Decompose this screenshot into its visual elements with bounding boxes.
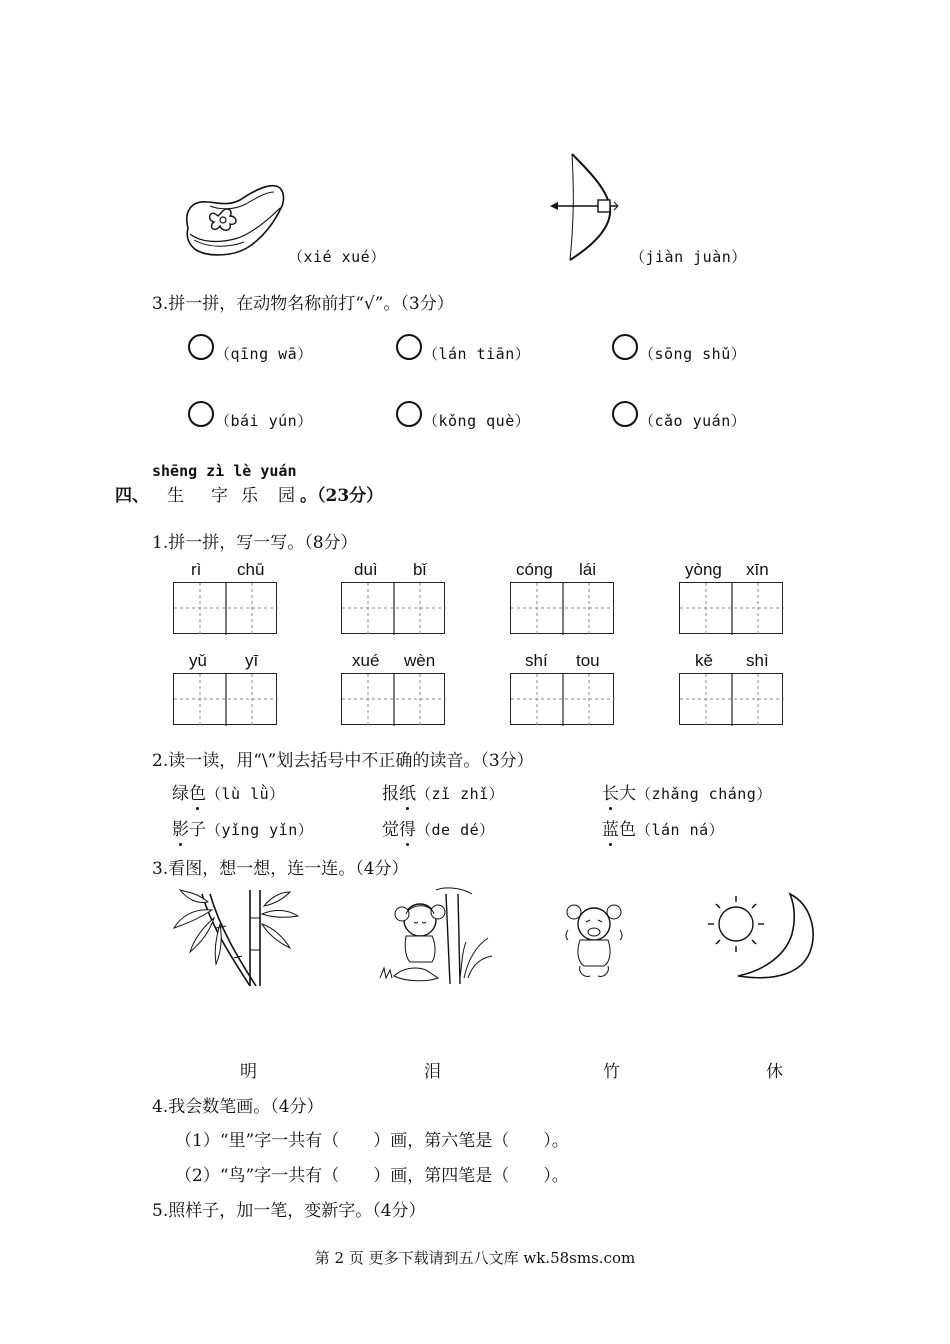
writing-grid[interactable]	[679, 673, 783, 725]
dotted-char: 得	[399, 815, 416, 840]
grid-pinyin: kě	[695, 651, 713, 670]
grid-pinyin: duì	[354, 560, 378, 579]
option-label: （lán tiān）	[423, 345, 531, 363]
word-item	[172, 815, 313, 840]
writing-grid[interactable]	[173, 673, 277, 725]
grid-pinyin: yòng	[685, 560, 722, 579]
question-4-3-title: 3.看图，想一想，连一连。（4分）	[152, 859, 409, 879]
word-char: 子	[189, 820, 206, 840]
dotted-char: 蓝	[602, 815, 619, 840]
section-4-char: 园	[278, 486, 295, 506]
grid-pinyin: xué	[352, 651, 380, 670]
stroke-question-2: （2）“鸟”字一共有（ ）画，第四笔是（ ）。	[175, 1166, 569, 1186]
word-item	[602, 779, 772, 804]
writing-grid[interactable]	[510, 582, 614, 634]
grid-pinyin: yǔ	[189, 651, 207, 670]
answer-circle[interactable]	[396, 334, 422, 360]
section-4-char: 乐	[241, 486, 258, 506]
match-word[interactable]: 休	[766, 1062, 783, 1082]
writing-grid[interactable]	[679, 582, 783, 634]
section-4-pinyin: shēng zì lè yuán	[152, 462, 297, 480]
question-4-2-title: 2.读一读，用“\”划去括号中不正确的读音。（3分）	[152, 751, 534, 771]
shoe-illustration	[180, 178, 290, 263]
word-item	[382, 779, 504, 804]
shoe-pinyin: （xié xué）	[288, 248, 386, 266]
section-4-number: 四、	[115, 486, 149, 506]
match-word[interactable]: 竹	[603, 1062, 620, 1082]
bow-illustration	[548, 150, 620, 264]
option-label: （bái yún）	[215, 412, 313, 430]
sun-moon-illustration	[706, 890, 818, 986]
word-pinyin-options: （lán ná）	[636, 821, 725, 839]
option-label: （cǎo yuán）	[639, 412, 747, 430]
dotted-char: 影	[172, 815, 189, 840]
writing-grid[interactable]	[341, 582, 445, 634]
word-pinyin-options: （de dé）	[416, 821, 495, 839]
answer-circle[interactable]	[612, 334, 638, 360]
grid-pinyin: shì	[746, 651, 769, 670]
question-3-3-title: 3.拼一拼，在动物名称前打“√”。（3分）	[152, 294, 454, 314]
grid-pinyin: lái	[579, 560, 597, 579]
question-4-4-title: 4.我会数笔画。（4分）	[152, 1097, 324, 1117]
option-label: （sōng shǔ）	[639, 345, 747, 363]
dotted-char: 纸	[399, 779, 416, 804]
word-pinyin-options: （lù lǜ）	[206, 785, 285, 803]
word-char: 报	[382, 784, 399, 804]
stroke-question-1: （1）“里”字一共有（ ）画，第六笔是（ ）。	[175, 1131, 569, 1151]
page-footer: 第 2 页 更多下载请到五八文库 wk.58sms.com	[314, 1249, 636, 1267]
bamboo-illustration	[172, 888, 302, 988]
grid-pinyin: rì	[191, 560, 202, 579]
option-label: （kǒng què）	[423, 412, 531, 430]
writing-grid[interactable]	[341, 673, 445, 725]
dotted-char: 色	[189, 779, 206, 804]
answer-circle[interactable]	[396, 401, 422, 427]
word-item	[602, 815, 724, 840]
option-label: （qīng wā）	[215, 345, 313, 363]
crying-girl-illustration	[558, 900, 630, 980]
word-char: 绿	[172, 784, 189, 804]
grid-pinyin: tou	[576, 651, 600, 670]
word-item	[172, 779, 285, 804]
section-4-char: 字	[211, 486, 228, 506]
bow-pinyin: （jiàn juàn）	[630, 248, 747, 266]
word-item	[382, 815, 495, 840]
grid-pinyin: wèn	[404, 651, 436, 670]
grid-pinyin: chū	[237, 560, 265, 579]
section-4-score: 。（23分）	[300, 486, 384, 506]
grid-pinyin: bǐ	[413, 560, 427, 579]
grid-pinyin: yī	[245, 651, 259, 670]
word-pinyin-options: （zǐ zhǐ）	[416, 785, 505, 803]
answer-circle[interactable]	[188, 401, 214, 427]
grid-pinyin: cóng	[516, 560, 553, 579]
match-word[interactable]: 泪	[424, 1062, 441, 1082]
answer-circle[interactable]	[612, 401, 638, 427]
question-4-5-title: 5.照样子，加一笔，变新字。（4分）	[152, 1201, 426, 1221]
word-char: 觉	[382, 820, 399, 840]
word-char: 色	[619, 820, 636, 840]
grid-pinyin: shí	[525, 651, 548, 670]
word-pinyin-options: （yǐng yǐn）	[206, 821, 314, 839]
answer-circle[interactable]	[188, 334, 214, 360]
section-4-char: 生	[167, 486, 184, 506]
resting-girl-illustration	[376, 886, 494, 988]
word-pinyin-options: （zhǎng cháng）	[636, 785, 772, 803]
dotted-char: 长	[602, 779, 619, 804]
writing-grid[interactable]	[173, 582, 277, 634]
question-4-1-title: 1.拼一拼，写一写。（8分）	[152, 533, 358, 553]
word-char: 大	[619, 784, 636, 804]
writing-grid[interactable]	[510, 673, 614, 725]
grid-pinyin: xīn	[746, 560, 769, 579]
match-word[interactable]: 明	[240, 1062, 257, 1082]
